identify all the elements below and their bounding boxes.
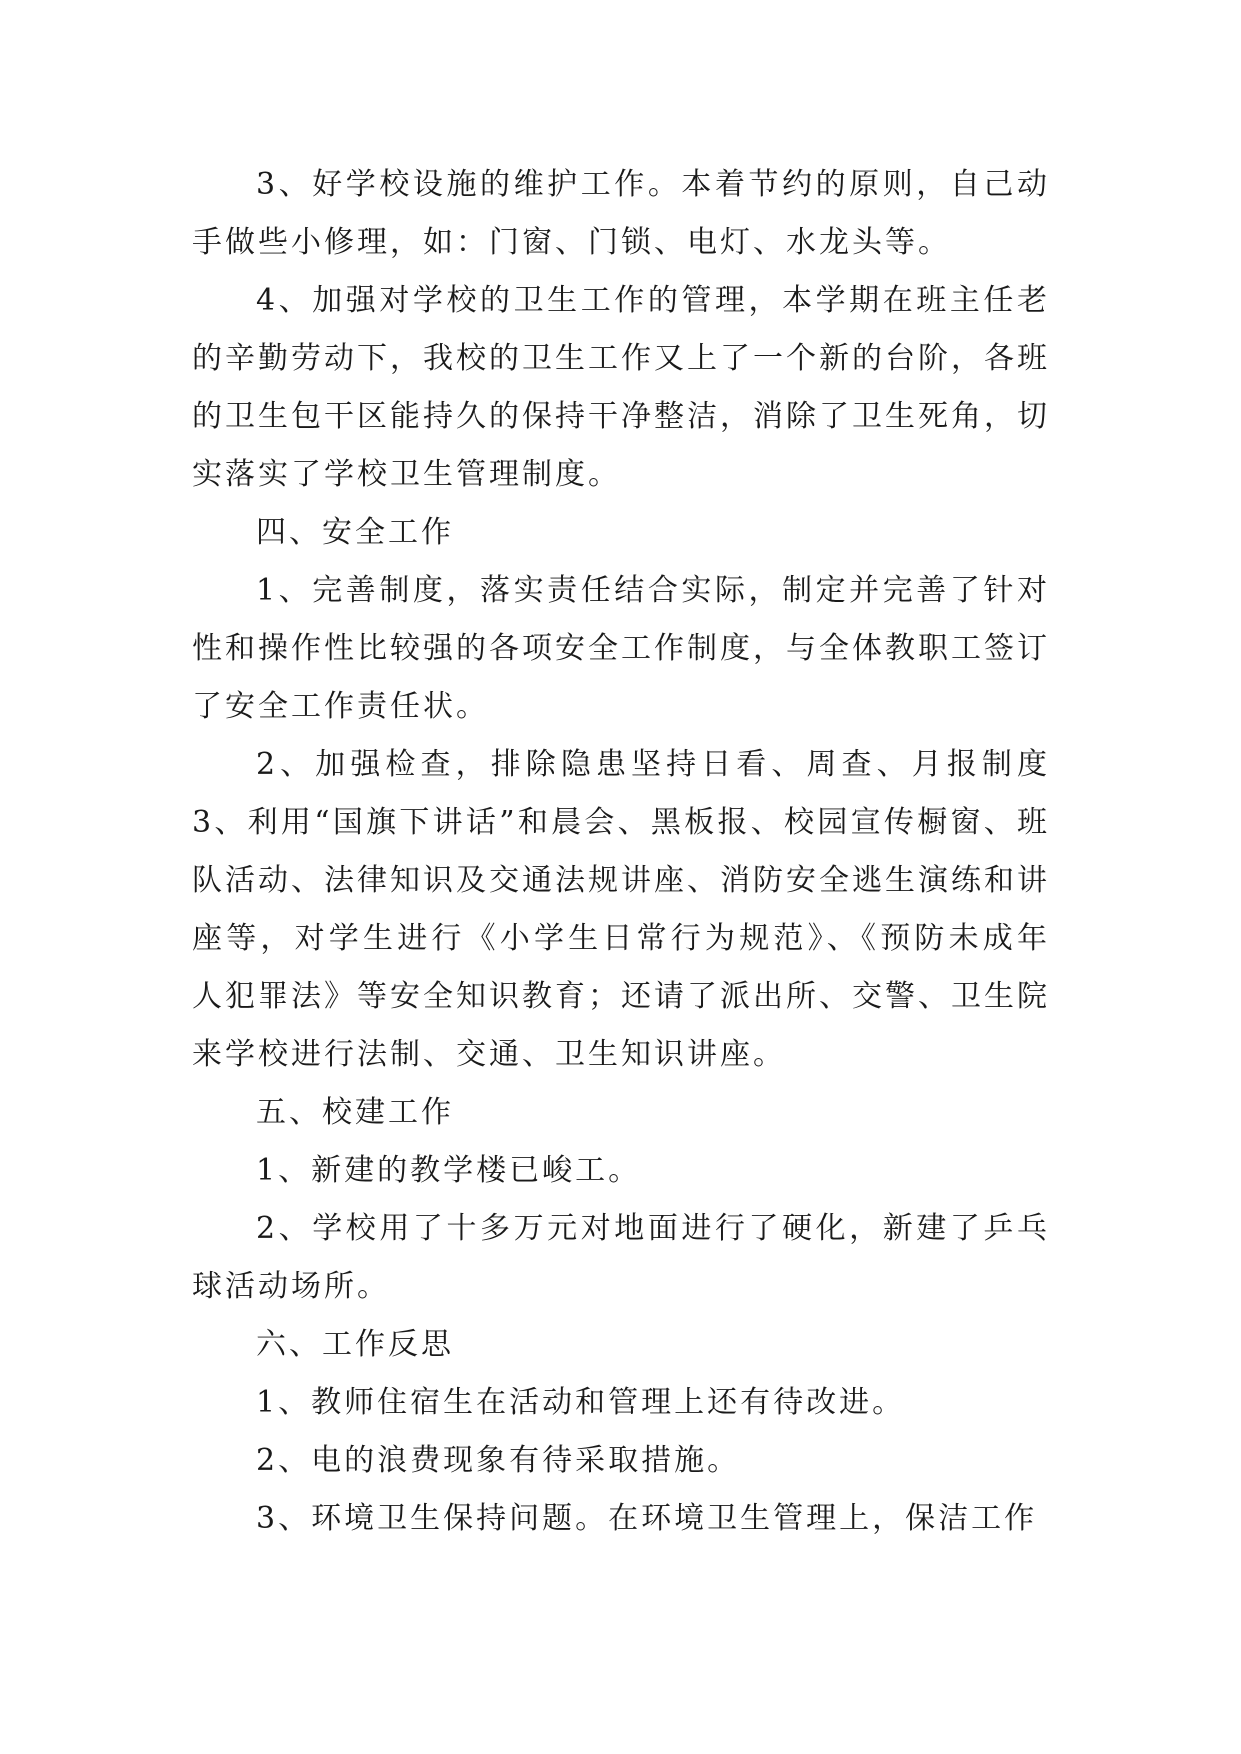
heading-safety-work: 四、安全工作 — [256, 515, 454, 550]
para-new-building: 1、新建的教学楼已峻工。 — [256, 1153, 642, 1188]
heading-work-reflection: 六、工作反思 — [256, 1327, 454, 1362]
document-page — [192, 156, 1050, 1548]
para-sanitation-management: 4、加强对学校的卫生工作的管理，本学期在班主任老的辛勤劳动下，我校的卫生工作又上了一个新的台阶，各班的卫生包干区能持久的保持干净整洁，消除了卫生死角，切实落实了学校卫生管理制度。 — [192, 283, 1050, 492]
para-ground-hardening: 2、学校用了十多万元对地面进行了硬化，新建了乒乓球活动场所。 — [192, 1211, 1050, 1304]
para-facility-maintenance: 3、好学校设施的维护工作。本着节约的原则，自己动手做些小修理，如：门窗、门锁、电灯、水龙头等。 — [192, 167, 1050, 260]
heading-campus-construction: 五、校建工作 — [256, 1095, 454, 1130]
para-safety-inspection: 2、加强检查，排除隐患坚持日看、周查、月报制度3、利用“国旗下讲话”和晨会、黑板报、校园宣传橱窗、班队活动、法律知识及交通法规讲座、消防安全逃生演练和讲座等，对学生进行《小学生日常行为规范》、《预防未成年人犯罪法》等安全知识教育；还请了派出所、交警、卫生院来学校进行法制、交通、卫生知识讲座。 — [192, 747, 1050, 1072]
para-safety-system: 1、完善制度，落实责任结合实际，制定并完善了针对性和操作性比较强的各项安全工作制度，与全体教职工签订了安全工作责任状。 — [192, 573, 1050, 724]
para-environment-hygiene: 3、环境卫生保持问题。在环境卫生管理上，保洁工作 — [256, 1501, 1038, 1536]
para-electricity-waste: 2、电的浪费现象有待采取措施。 — [256, 1443, 741, 1478]
para-boarding-students: 1、教师住宿生在活动和管理上还有待改进。 — [256, 1385, 906, 1420]
